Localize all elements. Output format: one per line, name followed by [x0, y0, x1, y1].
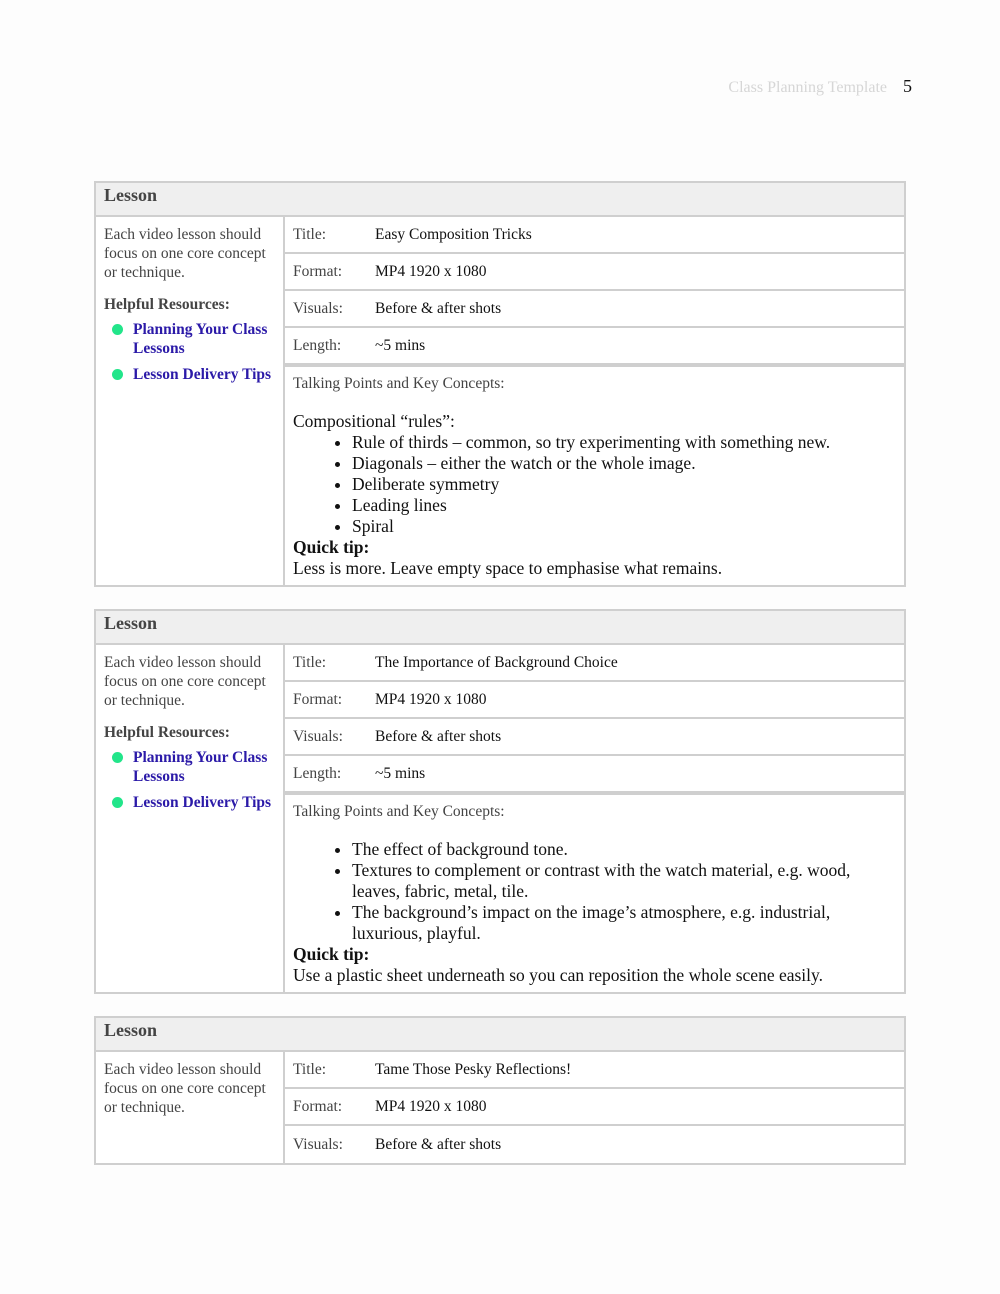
lesson-heading: Lesson: [96, 183, 904, 217]
bullet-item: • Leading lines: [352, 495, 896, 516]
link-lesson-delivery-tips[interactable]: Lesson Delivery Tips: [104, 365, 275, 384]
visuals-value: Before & after shots: [375, 1135, 502, 1153]
talking-intro: Compositional “rules”:: [293, 411, 455, 431]
header-title: Class Planning Template: [728, 79, 887, 96]
talking-points: [285, 365, 904, 585]
format-label: Format:: [293, 690, 343, 708]
title-label: Title:: [293, 225, 327, 243]
page-header: [728, 76, 912, 97]
bullet-item: • Rule of thirds – common, so try experimenting with something new.: [352, 432, 896, 453]
bullet-item: • Deliberate symmetry: [352, 474, 896, 495]
title-row: [285, 645, 904, 682]
quick-tip-text: Use a plastic sheet underneath so you can reposition the whole scene easily.: [293, 965, 824, 985]
visuals-row: [285, 291, 904, 328]
visuals-row: [285, 719, 904, 756]
link-planning-your-class-lessons[interactable]: Planning Your Class Lessons: [104, 748, 275, 786]
title-label: Title:: [293, 653, 327, 671]
visuals-label: Visuals:: [293, 299, 343, 317]
bullet-item: • Spiral: [352, 516, 896, 537]
lesson-card-2: [94, 609, 906, 994]
link-planning-your-class-lessons[interactable]: Planning Your Class Lessons: [104, 320, 275, 358]
format-value: MP4 1920 x 1080: [375, 1097, 487, 1115]
title-row: [285, 217, 904, 254]
lesson-guidance: [96, 217, 285, 585]
resources-title: Helpful Resources:: [104, 724, 230, 741]
quick-tip-label: Quick tip:: [293, 537, 370, 557]
format-label: Format:: [293, 262, 343, 280]
page-number: 5: [903, 76, 912, 96]
lesson-card-3: [94, 1016, 906, 1165]
title-label: Title:: [293, 1060, 327, 1078]
talking-points-label: Talking Points and Key Concepts:: [293, 803, 505, 820]
visuals-value: Before & after shots: [375, 727, 502, 745]
bullet-item: • The background’s impact on the image’s atmosphere, e.g. industrial, luxurious, playful.: [352, 902, 896, 944]
visuals-value: Before & after shots: [375, 299, 502, 317]
title-value: Easy Composition Tricks: [375, 225, 532, 243]
intro-text: Each video lesson should focus on one core concept or technique.: [104, 1061, 266, 1116]
talking-points-label: Talking Points and Key Concepts:: [293, 375, 505, 392]
intro-text: Each video lesson should focus on one core concept or technique.: [104, 226, 266, 281]
quick-tip-label: Quick tip:: [293, 944, 370, 964]
quick-tip-text: Less is more. Leave empty space to emphasise what remains.: [293, 558, 723, 578]
format-row: [285, 682, 904, 719]
intro-text: Each video lesson should focus on one core concept or technique.: [104, 654, 266, 709]
format-row: [285, 254, 904, 291]
bullet-item: • Textures to complement or contrast with the watch material, e.g. wood, leaves, fabric, metal, tile.: [352, 860, 896, 902]
link-lesson-delivery-tips[interactable]: Lesson Delivery Tips: [104, 793, 275, 812]
title-value: The Importance of Background Choice: [375, 653, 618, 671]
length-row: [285, 756, 904, 793]
visuals-label: Visuals:: [293, 1135, 343, 1153]
bullet-item: • The effect of background tone.: [352, 839, 896, 860]
length-label: Length:: [293, 336, 342, 354]
format-label: Format:: [293, 1097, 343, 1115]
title-value: Tame Those Pesky Reflections!: [375, 1060, 572, 1078]
lesson-heading: Lesson: [96, 611, 904, 645]
visuals-row: [285, 1126, 904, 1163]
format-value: MP4 1920 x 1080: [375, 690, 487, 708]
title-row: [285, 1052, 904, 1089]
lesson-guidance: [96, 645, 285, 992]
length-row: [285, 328, 904, 365]
talking-points: [285, 793, 904, 992]
format-row: [285, 1089, 904, 1126]
lesson-heading: Lesson: [96, 1018, 904, 1052]
bullet-item: • Diagonals – either the watch or the whole image.: [352, 453, 896, 474]
resources-title: Helpful Resources:: [104, 296, 230, 313]
lesson-card-1: [94, 181, 906, 587]
visuals-label: Visuals:: [293, 727, 343, 745]
format-value: MP4 1920 x 1080: [375, 262, 487, 280]
length-value: ~5 mins: [375, 764, 426, 782]
lesson-guidance: [96, 1052, 285, 1163]
length-label: Length:: [293, 764, 342, 782]
length-value: ~5 mins: [375, 336, 426, 354]
